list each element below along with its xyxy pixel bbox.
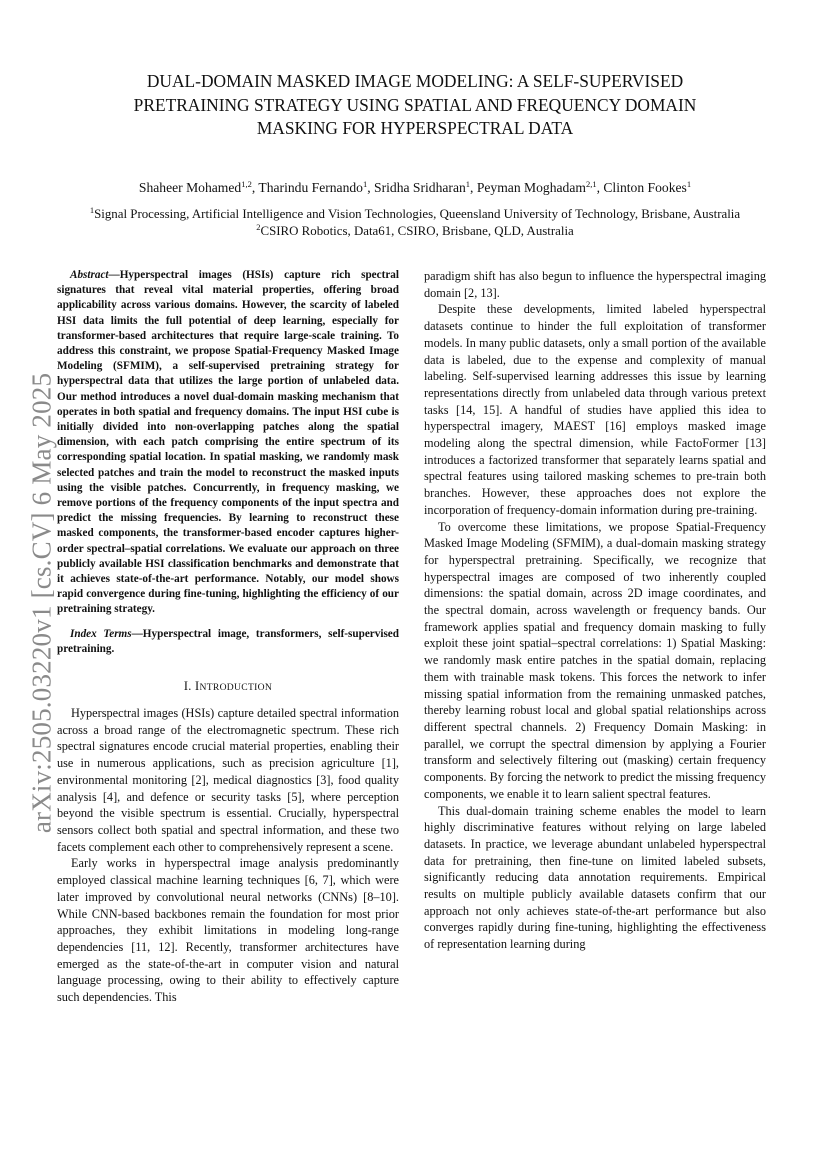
author-affiliation-mark: 1,2: [241, 178, 252, 189]
body-paragraph: Despite these developments, limited labeled hyperspectral datasets continue to hinder the full exploitation of transformer models. In many public datasets, only a small portion of the available data is labeled, due to the expense and complexity of manual labeling. Self-supervised learning addresses this issue by learning representations directly from unlabeled data through various pretext tasks [14, 15]. A handful of studies have applied this idea to hyperspectral imagery, MAEST [16] employs masked image modeling along the spectral dimension, while FactoFormer [13] introduces a factorized transformer that separately learns spatial and spectral features using tailored masking schemes to pre-train both branches. However, these approaches does not explore the incorporation of frequency-domain information during pre-training.: [424, 302, 766, 517]
affiliation-text: CSIRO Robotics, Data61, CSIRO, Brisbane, QLD, Australia: [260, 224, 574, 238]
author-separator: ,: [596, 180, 604, 195]
body-paragraph: This dual-domain training scheme enables the model to learn highly discriminative features without relying on large labeled datasets. In practice, we leverage abundant unlabeled hyperspectral data for pretraining, then fine-tune on limited labeled subsets, significantly reducing data annotation requirements. Empirical results on multiple publicly available datasets confirm that our approach not only achieves state-of-the-art performance but also converges rapidly during fine-tuning, highlighting the effectiveness of representation learning during: [424, 803, 766, 952]
abstract-text: Hyperspectral images (HSIs) capture rich spectral signatures that reveal vital material properties, offering broad applicability across various domains. However, the scarcity of labeled HSI data limits the full potential of deep learning, especially for transformer-based architectures that require large-scale training. To address this constraint, we propose Spatial-Frequency Masked Image Modeling (SFMIM), a self-supervised pretraining strategy for hyperspectral data that utilizes the large portion of unlabeled data. Our method introduces a novel dual-domain masking mechanism that operates in both spatial and frequency domains. The input HSI cube is initially divided into non-overlapping patches along the spatial dimension, with each patch comprising the entire spectrum of its corresponding spatial location. In spatial masking, we randomly mask selected patches and train the model to reconstruct the masked inputs using the visible patches. Concurrently, in frequency masking, we remove portions of the frequency components of the input spectra and predict the missing frequencies. By learning to reconstruct these masked components, the transformer-based encoder captures higher-order spectral–spatial correlations. We evaluate our approach on three publicly available HSI classification benchmarks and demonstrate that it achieves state-of-the-art performance. Notably, our model shows rapid convergence during fine-tuning, highlighting the efficiency of our pretraining strategy.: [57, 269, 399, 616]
author-separator: ,: [367, 180, 375, 195]
body-paragraph: paradigm shift has also begun to influence the hyperspectral imaging domain [2, 13].: [424, 269, 766, 300]
author-name: Peyman Moghadam: [476, 180, 586, 195]
author-name: Sridha Sridharan: [374, 180, 466, 195]
title-line: PRETRAINING STRATEGY USING SPATIAL AND FREQUENCY DOMAIN: [133, 94, 697, 115]
body-paragraph: Hyperspectral images (HSIs) capture detailed spectral information across a broad range of the electromagnetic spectrum. These rich spectral signatures encode crucial material properties, enabling their use in numerous applications, such as precision agriculture [1], environmental monitoring [2], medical diagnostics [3], food quality analysis [4], and defence or security tasks [5], where perception beyond the visible spectrum is essential. Crucially, hyperspectral sensors collect both spatial and spectral information, and these two facets complement each other to comprehensively represent a scene.: [57, 706, 399, 854]
affiliation-1: [40, 204, 790, 222]
author-name: Tharindu Fernando: [258, 180, 363, 195]
arxiv-identifier-text: arXiv:2505.03220v1 [cs.CV] 6 May 2025: [26, 372, 57, 834]
index-terms: Index Terms—Hyperspectral image, transformers, self-supervised pretraining.: [57, 627, 399, 655]
author-affiliation-mark: 2,1: [585, 178, 597, 189]
abstract-label: Abstract: [70, 269, 109, 281]
author-separator: ,: [470, 180, 477, 195]
author-name: Clinton Fookes: [603, 180, 687, 195]
affiliation-2: [40, 221, 790, 239]
body-paragraph: Early works in hyperspectral image analysis predominantly employed classical machine learning techniques [6, 7], which were later improved by convolutional neural networks (CNNs) [8–10]. While CNN-based backbones remain the foundation for most prior approaches, they exhibit limitations in modeling long-range dependencies [11, 12]. Recently, transformer architectures have emerged as the state-of-the-art in computer vision and natural language processing, owing to their ability to effectively capture such dependencies. This: [57, 856, 399, 1005]
right-column: [424, 268, 766, 953]
author-list: [40, 180, 790, 196]
abstract: Abstract—Hyperspectral images (HSIs) capture rich spectral signatures that reveal vital material properties, offering broad applicability across various domains. However, the scarcity of labeled HSI data limits the full potential of deep learning, especially for transformer-based architectures that require large-scale training. To address this constraint, we propose Spatial-Frequency Masked Image Modeling (SFMIM), a self-supervised pretraining strategy for hyperspectral data that utilizes the large portion of unlabeled data. Our method introduces a novel dual-domain masking mechanism that operates in both spatial and frequency domains. The input HSI cube is initially divided into non-overlapping patches along the spatial dimension, with each patch comprising the entire spectrum of its corresponding spatial location. In spatial masking, we randomly mask selected patches and train the model to reconstruct the masked inputs using the visible patches. Concurrently, in frequency masking, we remove portions of the frequency components of the input spectra and predict the missing frequencies. By learning to reconstruct these masked components, the transformer-based encoder captures higher-order spectral–spatial correlations. We evaluate our approach on three publicly available HSI classification benchmarks and demonstrate that it achieves state-of-the-art performance. Notably, our model shows rapid convergence during fine-tuning, highlighting the efficiency of our pretraining strategy.: [57, 269, 399, 616]
title-line: MASKING FOR HYPERSPECTRAL DATA: [256, 118, 574, 138]
index-terms-label: Index Terms: [70, 627, 132, 640]
paper-title: [70, 70, 760, 141]
index-terms-text: Hyperspectral image, transformers, self-supervised pretraining.: [57, 627, 399, 655]
title-line: DUAL-DOMAIN MASKED IMAGE MODELING: A SELF-SUPERVISED: [146, 71, 684, 91]
author-affiliation-mark: 1: [686, 178, 692, 189]
section-heading-introduction: I. INTRODUCTION: [183, 679, 273, 694]
affiliation-mark: 1: [89, 204, 95, 215]
affiliation-mark: 2: [256, 221, 261, 232]
author-name: Shaheer Mohamed: [138, 180, 242, 195]
author-affiliation-mark: 1: [465, 178, 471, 189]
body-paragraph: To overcome these limitations, we propose Spatial-Frequency Masked Image Modeling (SFMIM), a dual-domain masking strategy for hyperspectral pretraining. Specifically, we recognize that hyperspectral images are composed of two inherently coupled dimensions: the spatial domain, across 2D image coordinates, and the spectral domain, across wavelength or frequency bands. Our framework applies spatial and frequency domain masking to fully exploit these joint spatial–spectral correlations: 1) Spatial Masking: we randomly mask entire patches in the spatial domain, replacing them with trainable mask tokens. This forces the network to infer missing spatial information from the remaining unmasked patches, thereby learning robust local and global spatial relationships across different spectral channels. 2) Frequency Domain Masking: in parallel, we corrupt the spectral dimension by applying a Fourier transform and selectively filtering out (masking) certain frequency components. By forcing the network to predict the missing frequency components, we enable it to learn salient spectral features.: [424, 519, 766, 801]
affiliation-text: Signal Processing, Artificial Intelligence and Vision Technologies, Queensland University of Technology, Brisbane, Australia: [94, 207, 741, 221]
author-affiliation-mark: 1: [362, 178, 368, 189]
author-separator: ,: [251, 180, 259, 195]
left-column: [57, 268, 399, 1006]
